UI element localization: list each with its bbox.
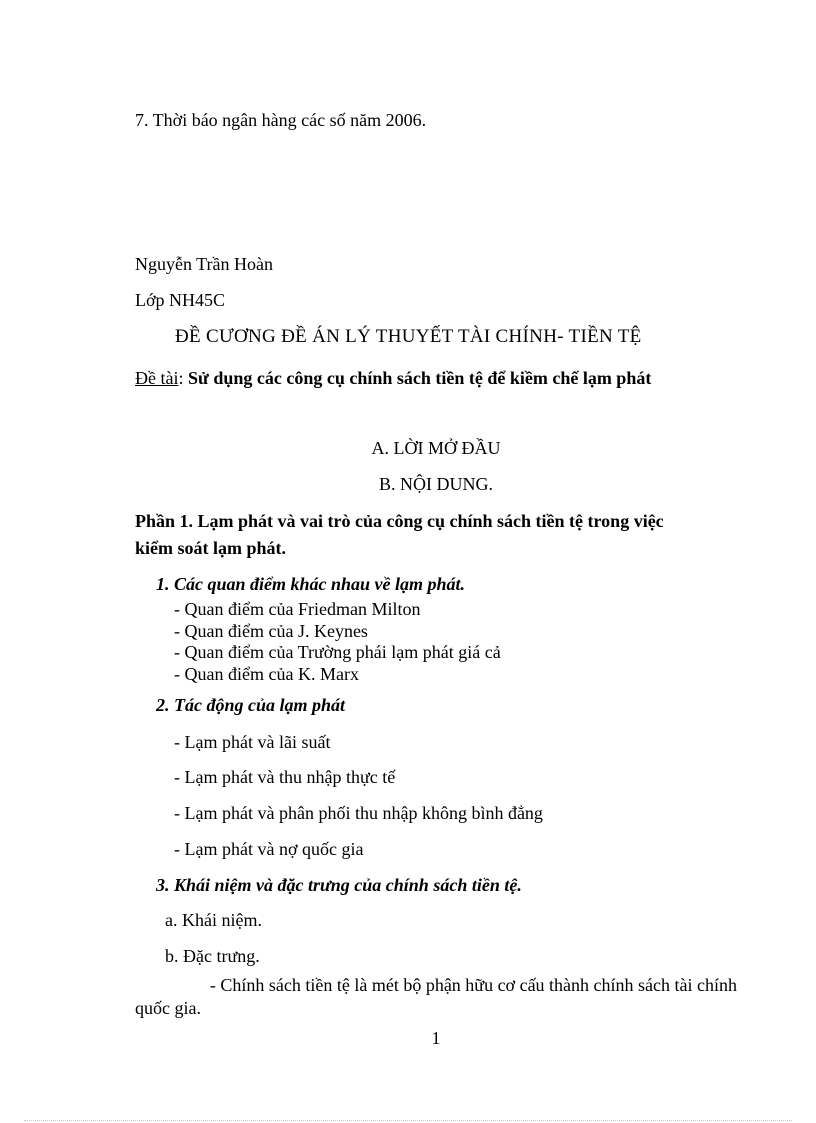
list-item: - Lạm phát và nợ quốc gia [174, 839, 364, 859]
paragraph-line2: quốc gia. [135, 998, 201, 1018]
subheading-a: a. Khái niệm. [165, 910, 262, 930]
heading-2: 2. Tác động của lạm phát [156, 695, 346, 715]
author-name: Nguyễn Trần Hoàn [135, 254, 273, 274]
heading-3: 3. Khái niệm và đặc trưng của chính sách tiền tệ. [156, 875, 522, 895]
heading-1: 1. Các quan điểm khác nhau về lạm phát. [156, 574, 466, 594]
topic-label: Đề tài [135, 368, 179, 388]
list-item: - Quan điểm của Trường phái lạm phát giá cả [174, 642, 501, 662]
reference-line: 7. Thời báo ngân hàng các số năm 2006. [135, 110, 427, 130]
topic-line [135, 367, 651, 389]
page-number: 1 [431, 1028, 441, 1048]
section-b-heading: B. NỘI DUNG. [379, 474, 493, 494]
list-item: - Lạm phát và lãi suất [174, 732, 331, 752]
list-item: - Lạm phát và thu nhập thực tế [174, 767, 396, 787]
part1-heading-line1: Phần 1. Lạm phát và vai trò của công cụ chính sách tiền tệ trong việc [135, 511, 664, 531]
list-item: - Quan điểm của K. Marx [174, 663, 359, 684]
topic-colon: : [178, 368, 184, 388]
subheading-b: b. Đặc trưng. [165, 946, 260, 966]
class-name: Lớp NH45C [135, 290, 226, 310]
views-list [174, 599, 501, 685]
section-a-heading: A. LỜI MỞ ĐẦU [371, 438, 501, 458]
list-item: - Quan điểm của J. Keynes [174, 620, 368, 641]
part1-heading-line2: kiểm soát lạm phát. [135, 538, 287, 558]
page-bottom-divider [24, 1120, 792, 1121]
document-title: ĐỀ CƯƠNG ĐỀ ÁN LÝ THUYẾT TÀI CHÍNH- TIỀN TỆ [175, 326, 642, 347]
list-item: - Lạm phát và phân phối thu nhập không bình đẳng [174, 803, 543, 823]
topic-text: Sử dụng các công cụ chính sách tiền tệ để kiềm chế lạm phát [188, 368, 652, 388]
list-item: - Quan điểm của Friedman Milton [174, 599, 421, 619]
paragraph-line1: - Chính sách tiền tệ là mét bộ phận hữu cơ cấu thành chính sách tài chính [209, 975, 737, 995]
